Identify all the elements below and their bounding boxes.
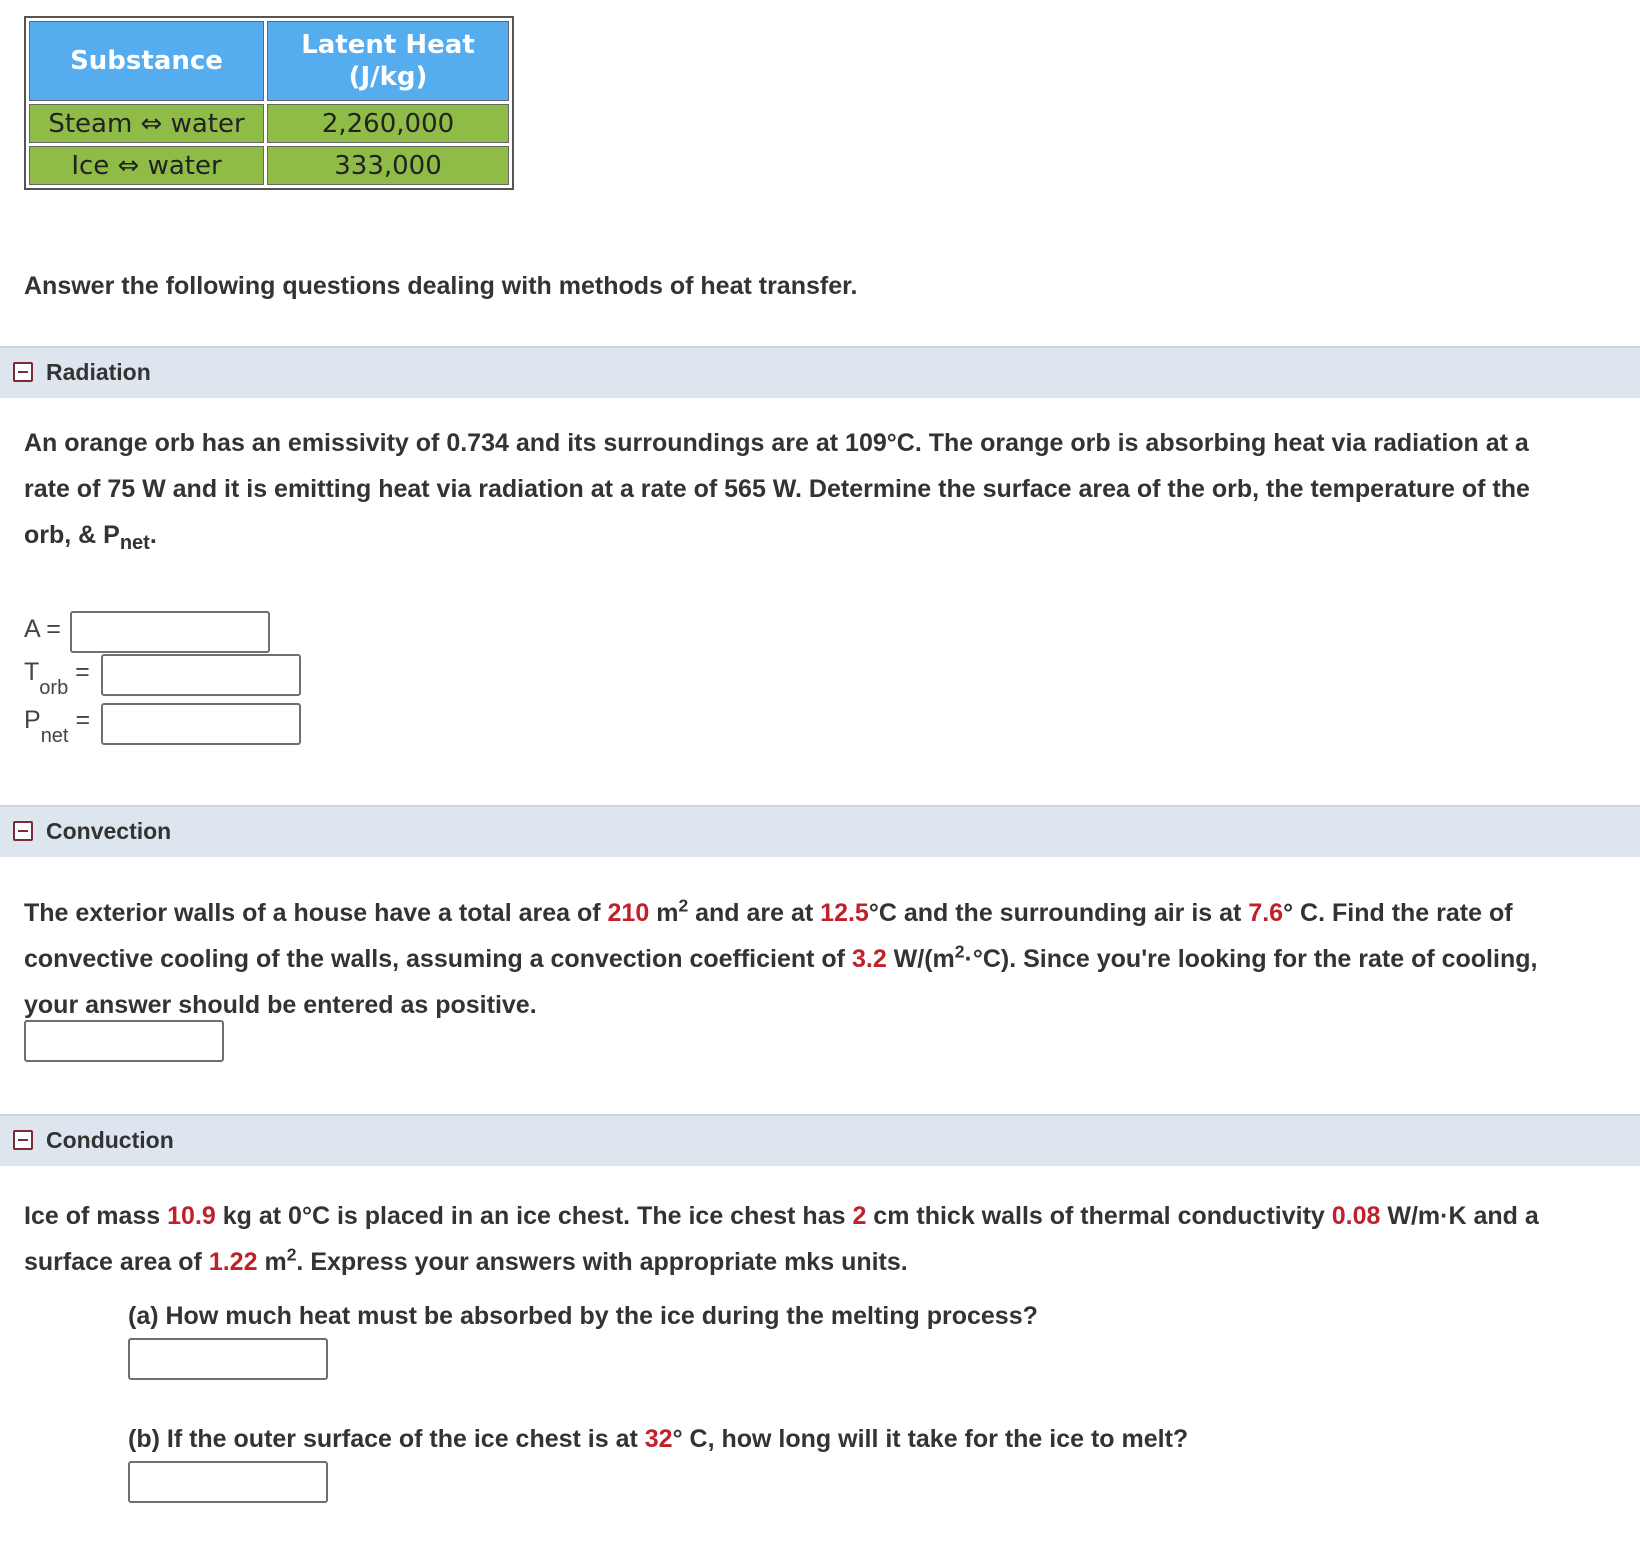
- area-label: A =: [24, 615, 61, 643]
- ice-mass-value: 10.9: [167, 1202, 216, 1230]
- air-temp-value: 7.6: [1248, 899, 1284, 927]
- radiation-line-1: An orange orb has an emissivity of 0.734 and its surroundings are at 109°C. The orange orb is absorbing heat via radiation at a: [24, 429, 1529, 457]
- header-latent-heat: [267, 21, 509, 101]
- section-header-radiation[interactable]: [0, 346, 1640, 398]
- table-cell-value: 2,260,000: [267, 104, 509, 143]
- radiation-line-2: rate of 75 W and it is emitting heat via radiation at a rate of 565 W. Determine the surface area of the orb, the temperature of the: [24, 475, 1530, 503]
- header-latent-heat-line2: (J/kg): [348, 62, 428, 93]
- convection-coefficient-value: 3.2: [851, 945, 887, 973]
- p-net-input[interactable]: [101, 703, 301, 745]
- radiation-line-3: orb, & $P_{net}$.: [24, 521, 157, 554]
- collapse-icon[interactable]: [13, 1130, 33, 1150]
- collapse-icon[interactable]: [13, 362, 33, 382]
- section-title-radiation: Radiation: [46, 359, 151, 385]
- convection-line-3: your answer should be entered as positive.: [24, 991, 537, 1019]
- section-header-convection[interactable]: [0, 805, 1640, 857]
- area-input[interactable]: [70, 611, 270, 653]
- section-title-conduction: Conduction: [46, 1127, 174, 1153]
- table-header-row: [29, 21, 509, 101]
- t-orb-input[interactable]: [101, 654, 301, 696]
- table-cell-value: 333,000: [267, 146, 509, 185]
- radiation-problem-text: [24, 420, 1624, 558]
- conduction-line-1: Ice of mass 10.9 kg at 0°C is placed in an ice chest. The ice chest has 2 cm thick walls of thermal conductivity 0.08 W/m·K and a: [24, 1202, 1539, 1230]
- wall-area-value: 210: [607, 899, 650, 927]
- wall-temp-value: 12.5: [820, 899, 869, 927]
- question-b-input[interactable]: [128, 1461, 328, 1503]
- table-cell-substance: Steam ⇔ water: [29, 104, 264, 143]
- section-title-convection: Convection: [46, 818, 172, 844]
- outer-temp-value: 32: [644, 1425, 673, 1453]
- table-row: [29, 104, 509, 143]
- table-row: [29, 146, 509, 185]
- convection-line-1: The exterior walls of a house have a total area of 210 $m^2$ and are at 12.5°C and the surrounding air is at 7.6° C. Find the rate of: [24, 895, 1513, 927]
- section-header-conduction[interactable]: [0, 1114, 1640, 1166]
- convection-problem-text: [24, 890, 1624, 1028]
- t-orb-label: $T_{orb}$ =: [24, 658, 90, 699]
- table-cell-substance: Ice ⇔ water: [29, 146, 264, 185]
- question-b: (b) If the outer surface of the ice chest is at 32° C, how long will it take for the ice to melt?: [128, 1425, 1189, 1453]
- conductivity-value: 0.08: [1331, 1202, 1381, 1230]
- p-net-label: $P_{net}$ =: [24, 706, 91, 747]
- question-a-input[interactable]: [128, 1338, 328, 1380]
- convection-answer-input[interactable]: [24, 1020, 224, 1062]
- header-latent-heat-line1: Latent Heat: [301, 30, 475, 61]
- collapse-icon[interactable]: [13, 821, 33, 841]
- convection-line-2: convective cooling of the walls, assuming a convection coefficient of 3.2 $W/(m^2\cdot^\circ C)$. Since you're looking for the rate of cooling,: [24, 941, 1538, 973]
- surface-area-value: 1.22: [208, 1248, 258, 1276]
- conduction-line-2: surface area of 1.22 $m^2$. Express your answers with appropriate mks units.: [24, 1244, 908, 1276]
- conduction-problem-text: [24, 1193, 1624, 1285]
- header-substance: Substance: [29, 21, 264, 101]
- question-a: (a) How much heat must be absorbed by the ice during the melting process?: [128, 1302, 1038, 1330]
- latent-heat-table: [24, 16, 514, 190]
- wall-thickness-value: 2: [852, 1202, 867, 1230]
- intro-text: Answer the following questions dealing with methods of heat transfer.: [24, 272, 858, 300]
